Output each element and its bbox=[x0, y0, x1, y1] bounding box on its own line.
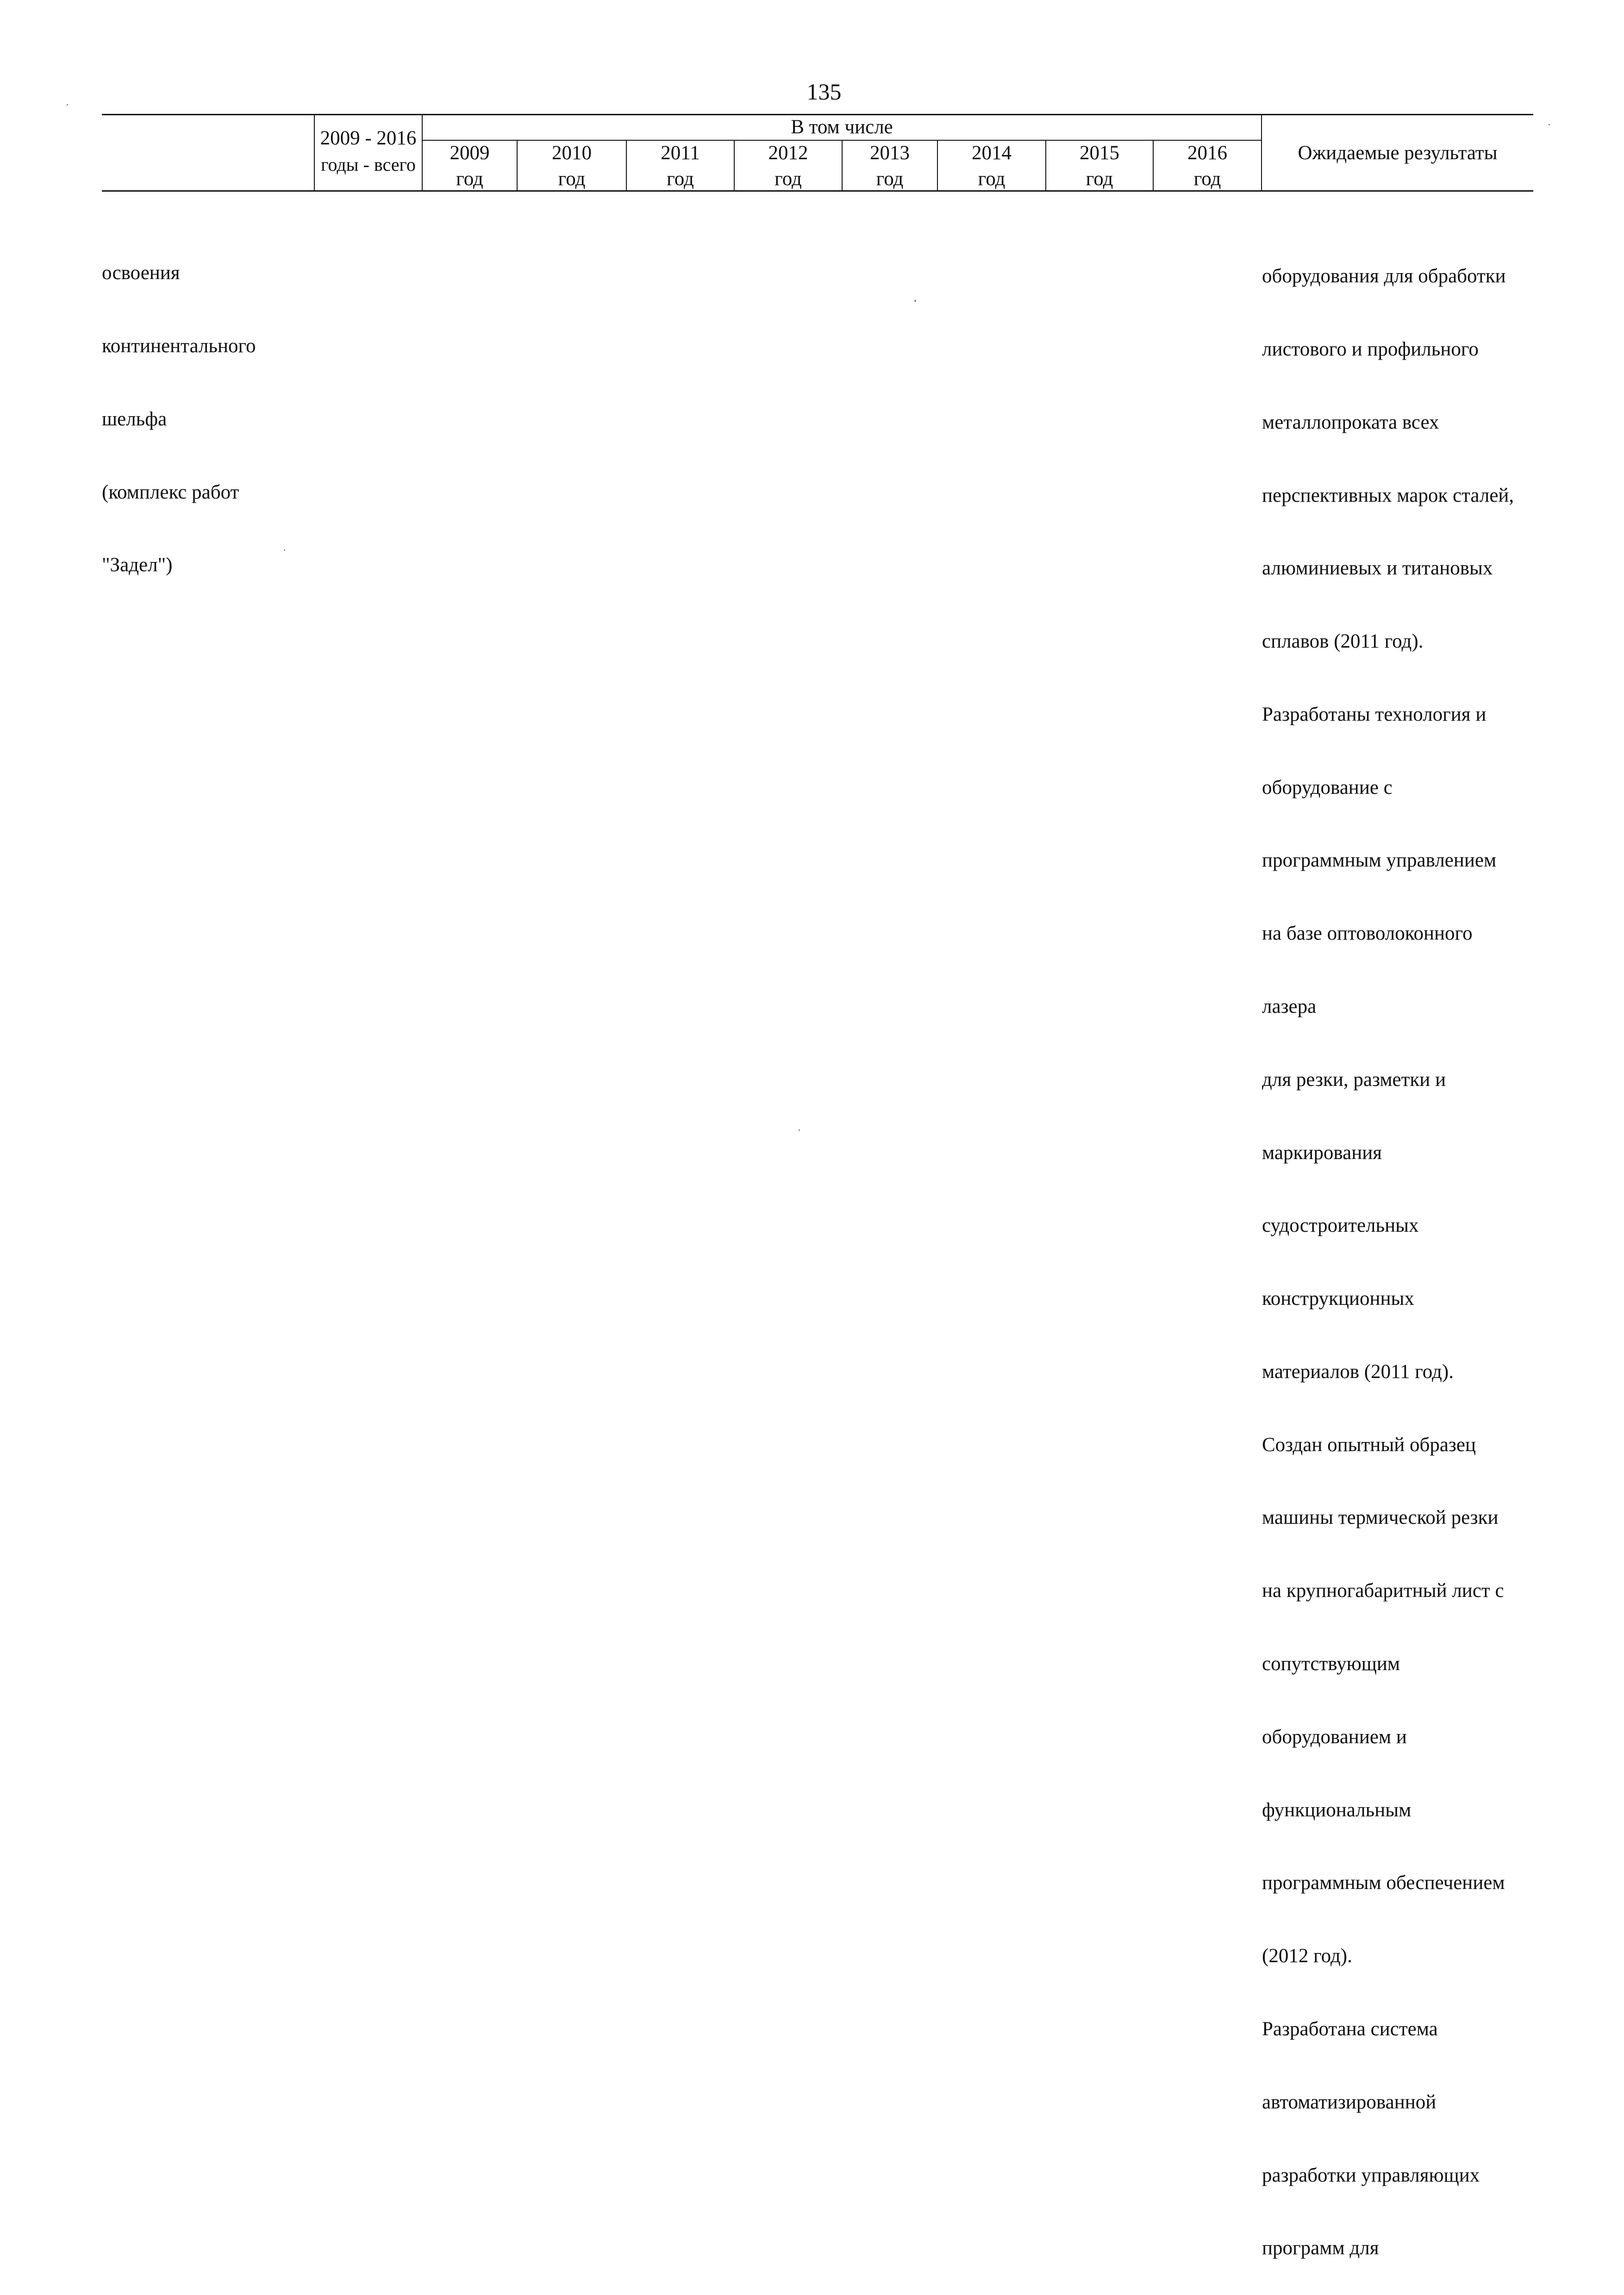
text-line: судостроительных bbox=[1262, 1215, 1419, 1237]
year-unit-label: год bbox=[876, 168, 904, 190]
including-label: В том числе bbox=[791, 116, 893, 138]
text-line: конструкционных bbox=[1262, 1288, 1414, 1310]
year-2010-label: 2010 bbox=[552, 142, 592, 164]
text-line: разработки управляющих bbox=[1262, 2164, 1480, 2186]
text-line: программ для bbox=[1262, 2237, 1379, 2259]
text-line: (комплекс работ bbox=[102, 481, 239, 503]
year-2013-label: 2013 bbox=[870, 142, 910, 164]
page-number: 135 bbox=[806, 79, 842, 105]
year-unit-label: год bbox=[558, 168, 586, 190]
text-line: алюминиевых и титановых bbox=[1262, 557, 1493, 580]
text-line: программным управлением bbox=[1262, 849, 1497, 872]
year-unit-label: год bbox=[1086, 168, 1113, 190]
text-line: автоматизированной bbox=[1262, 2091, 1437, 2113]
year-2015-label: 2015 bbox=[1080, 142, 1119, 164]
total-all-label: годы - всего bbox=[321, 154, 416, 175]
text-line: освоения bbox=[102, 262, 180, 284]
year-2012-label: 2012 bbox=[768, 142, 808, 164]
text-line: (2012 год). bbox=[1262, 1945, 1352, 1967]
text-line: для резки, разметки и bbox=[1262, 1068, 1446, 1091]
text-line: машины термической резки bbox=[1262, 1507, 1499, 1529]
year-unit-label: год bbox=[978, 168, 1006, 190]
total-left-border bbox=[314, 114, 315, 191]
program-description bbox=[102, 212, 256, 626]
year-2009-label: 2009 bbox=[450, 142, 490, 164]
text-line: "Задел") bbox=[102, 554, 173, 576]
text-line: на базе оптоволоконного bbox=[1262, 923, 1473, 945]
text-line: лазера bbox=[1262, 996, 1317, 1017]
text-line: металлопроката всех bbox=[1262, 411, 1439, 433]
year-unit-label: год bbox=[775, 168, 802, 190]
scan-speck bbox=[284, 549, 285, 551]
total-years-label: 2009 - 2016 bbox=[320, 127, 417, 149]
text-line: листового и профильного bbox=[1262, 338, 1479, 360]
expected-results-header: Ожидаемые результаты bbox=[1298, 142, 1498, 164]
text-line: сопутствующим bbox=[1262, 1653, 1400, 1675]
year-unit-label: год bbox=[456, 168, 483, 190]
text-line: программным обеспечением bbox=[1262, 1872, 1505, 1894]
scan-speck bbox=[914, 300, 916, 302]
text-line: Создан опытный образец bbox=[1262, 1434, 1476, 1456]
text-line: на крупногабаритный лист с bbox=[1262, 1580, 1504, 1602]
scan-speck bbox=[67, 104, 68, 106]
text-line: перспективных марок сталей, bbox=[1262, 484, 1514, 506]
text-line: маркирования bbox=[1262, 1141, 1382, 1164]
year-2014-label: 2014 bbox=[972, 142, 1012, 164]
text-line: оборудование с bbox=[1262, 776, 1393, 798]
year-unit-label: год bbox=[667, 168, 694, 190]
text-line: оборудования для обработки bbox=[1262, 265, 1506, 287]
text-line: функциональным bbox=[1262, 1799, 1412, 1821]
year-2011-label: 2011 bbox=[661, 142, 700, 164]
text-line: Разработана система bbox=[1262, 2018, 1438, 2040]
year-unit-label: год bbox=[1193, 168, 1221, 190]
year-2016-label: 2016 bbox=[1187, 142, 1227, 164]
text-line: шельфа bbox=[102, 408, 167, 430]
text-line: материалов (2011 год). bbox=[1262, 1360, 1454, 1383]
text-line: континентального bbox=[102, 335, 256, 357]
text-line: Разработаны технология и bbox=[1262, 703, 1487, 725]
text-line: оборудованием и bbox=[1262, 1726, 1407, 1748]
text-line: сплавов (2011 год). bbox=[1262, 630, 1424, 653]
scan-speck bbox=[799, 1129, 800, 1131]
scan-speck bbox=[1549, 124, 1550, 125]
expected-results-text bbox=[1262, 216, 1514, 2295]
